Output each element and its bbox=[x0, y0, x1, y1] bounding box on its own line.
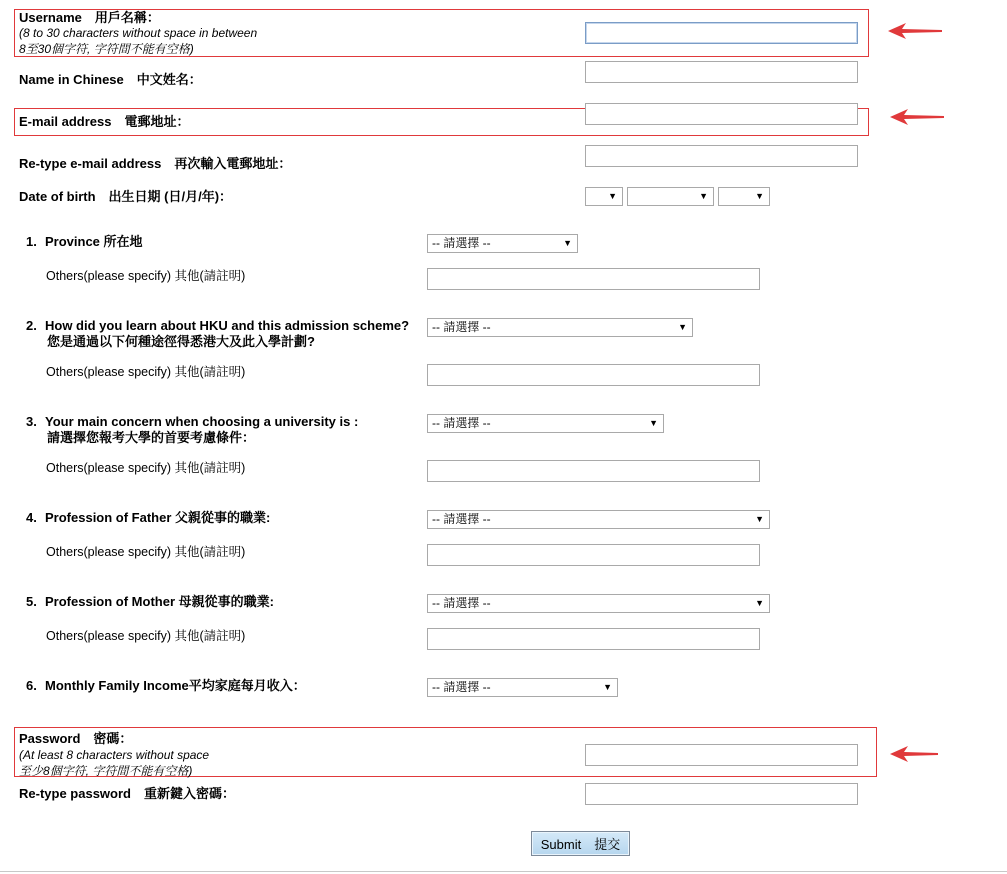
question-4-others-label: Others(please specify) 其他(請註明) bbox=[46, 545, 246, 559]
chevron-down-icon: ▼ bbox=[649, 418, 658, 428]
mother-profession-others-input[interactable] bbox=[427, 628, 760, 650]
province-others-input[interactable] bbox=[427, 268, 760, 290]
learn-about-select[interactable] bbox=[427, 318, 693, 337]
arrow-left-icon bbox=[888, 745, 940, 763]
username-hint-zh: 8至30個字符, 字符間不能有空格) bbox=[19, 42, 194, 56]
username-label: Username 用戶名稱： bbox=[19, 10, 160, 25]
password-retype-label: Re-type password 重新鍵入密碼： bbox=[19, 786, 235, 801]
submit-button[interactable]: Submit 提交 bbox=[531, 831, 630, 856]
arrow-left-icon bbox=[888, 108, 946, 126]
learn-about-others-input[interactable] bbox=[427, 364, 760, 386]
question-3-label-zh: 請選擇您報考大學的首要考慮條件： bbox=[47, 430, 256, 445]
question-number: 6. bbox=[26, 678, 37, 693]
chevron-down-icon: ▼ bbox=[603, 682, 612, 692]
chevron-down-icon: ▼ bbox=[678, 322, 687, 332]
family-income-select[interactable] bbox=[427, 678, 618, 697]
question-2-label: How did you learn about HKU and this admission scheme? bbox=[45, 318, 410, 333]
question-3-others-label: Others(please specify) 其他(請註明) bbox=[46, 461, 246, 475]
email-label: E-mail address 電郵地址： bbox=[19, 114, 190, 129]
bottom-divider bbox=[0, 871, 1007, 872]
email-retype-label: Re-type e-mail address 再次輸入電郵地址： bbox=[19, 156, 292, 171]
password-retype-input[interactable] bbox=[585, 783, 858, 805]
email-input[interactable] bbox=[585, 103, 858, 125]
question-3-label: Your main concern when choosing a university is : bbox=[45, 414, 359, 429]
question-4-label: Profession of Father 父親從事的職業: bbox=[45, 510, 271, 525]
arrow-left-icon bbox=[886, 22, 944, 40]
question-1-label: Province 所在地 bbox=[45, 234, 143, 249]
dob-year-select[interactable] bbox=[718, 187, 770, 206]
chevron-down-icon: ▼ bbox=[699, 191, 708, 201]
question-number: 5. bbox=[26, 594, 37, 609]
question-number: 1. bbox=[26, 234, 37, 249]
chevron-down-icon: ▼ bbox=[755, 191, 764, 201]
chevron-down-icon: ▼ bbox=[755, 598, 764, 608]
father-profession-others-input[interactable] bbox=[427, 544, 760, 566]
main-concern-select[interactable] bbox=[427, 414, 664, 433]
question-2-others-label: Others(please specify) 其他(請註明) bbox=[46, 365, 246, 379]
mother-profession-select[interactable] bbox=[427, 594, 770, 613]
password-label: Password 密碼： bbox=[19, 731, 133, 746]
father-profession-select[interactable] bbox=[427, 510, 770, 529]
question-6-label: Monthly Family Income平均家庭每月收入： bbox=[45, 678, 306, 693]
question-5-label: Profession of Mother 母親從事的職業: bbox=[45, 594, 274, 609]
learn-about-select-value: -- 請選擇 -- bbox=[432, 320, 491, 334]
dob-month-select[interactable] bbox=[627, 187, 714, 206]
email-retype-input[interactable] bbox=[585, 145, 858, 167]
password-hint-zh: 至少8個字符, 字符間不能有空格) bbox=[19, 764, 193, 778]
question-number: 2. bbox=[26, 318, 37, 333]
password-hint-en: (At least 8 characters without space bbox=[19, 748, 210, 762]
question-number: 4. bbox=[26, 510, 37, 525]
question-5-others-label: Others(please specify) 其他(請註明) bbox=[46, 629, 246, 643]
mother-profession-select-value: -- 請選擇 -- bbox=[432, 596, 491, 610]
dob-label: Date of birth 出生日期 (日/月/年)： bbox=[19, 189, 233, 204]
password-input[interactable] bbox=[585, 744, 858, 766]
province-select[interactable] bbox=[427, 234, 578, 253]
username-hint-en: (8 to 30 characters without space in between bbox=[19, 26, 258, 40]
username-input[interactable] bbox=[585, 22, 858, 44]
chevron-down-icon: ▼ bbox=[755, 514, 764, 524]
name-chinese-label: Name in Chinese 中文姓名： bbox=[19, 72, 202, 87]
question-number: 3. bbox=[26, 414, 37, 429]
chevron-down-icon: ▼ bbox=[563, 238, 572, 248]
question-2-label-zh: 您是通過以下何種途徑得悉港大及此入學計劃? bbox=[47, 334, 315, 349]
question-1-others-label: Others(please specify) 其他(請註明) bbox=[46, 269, 246, 283]
family-income-select-value: -- 請選擇 -- bbox=[432, 680, 491, 694]
dob-day-select[interactable] bbox=[585, 187, 623, 206]
main-concern-select-value: -- 請選擇 -- bbox=[432, 416, 491, 430]
name-chinese-input[interactable] bbox=[585, 61, 858, 83]
main-concern-others-input[interactable] bbox=[427, 460, 760, 482]
province-select-value: -- 請選擇 -- bbox=[432, 236, 491, 250]
chevron-down-icon: ▼ bbox=[608, 191, 617, 201]
father-profession-select-value: -- 請選擇 -- bbox=[432, 512, 491, 526]
